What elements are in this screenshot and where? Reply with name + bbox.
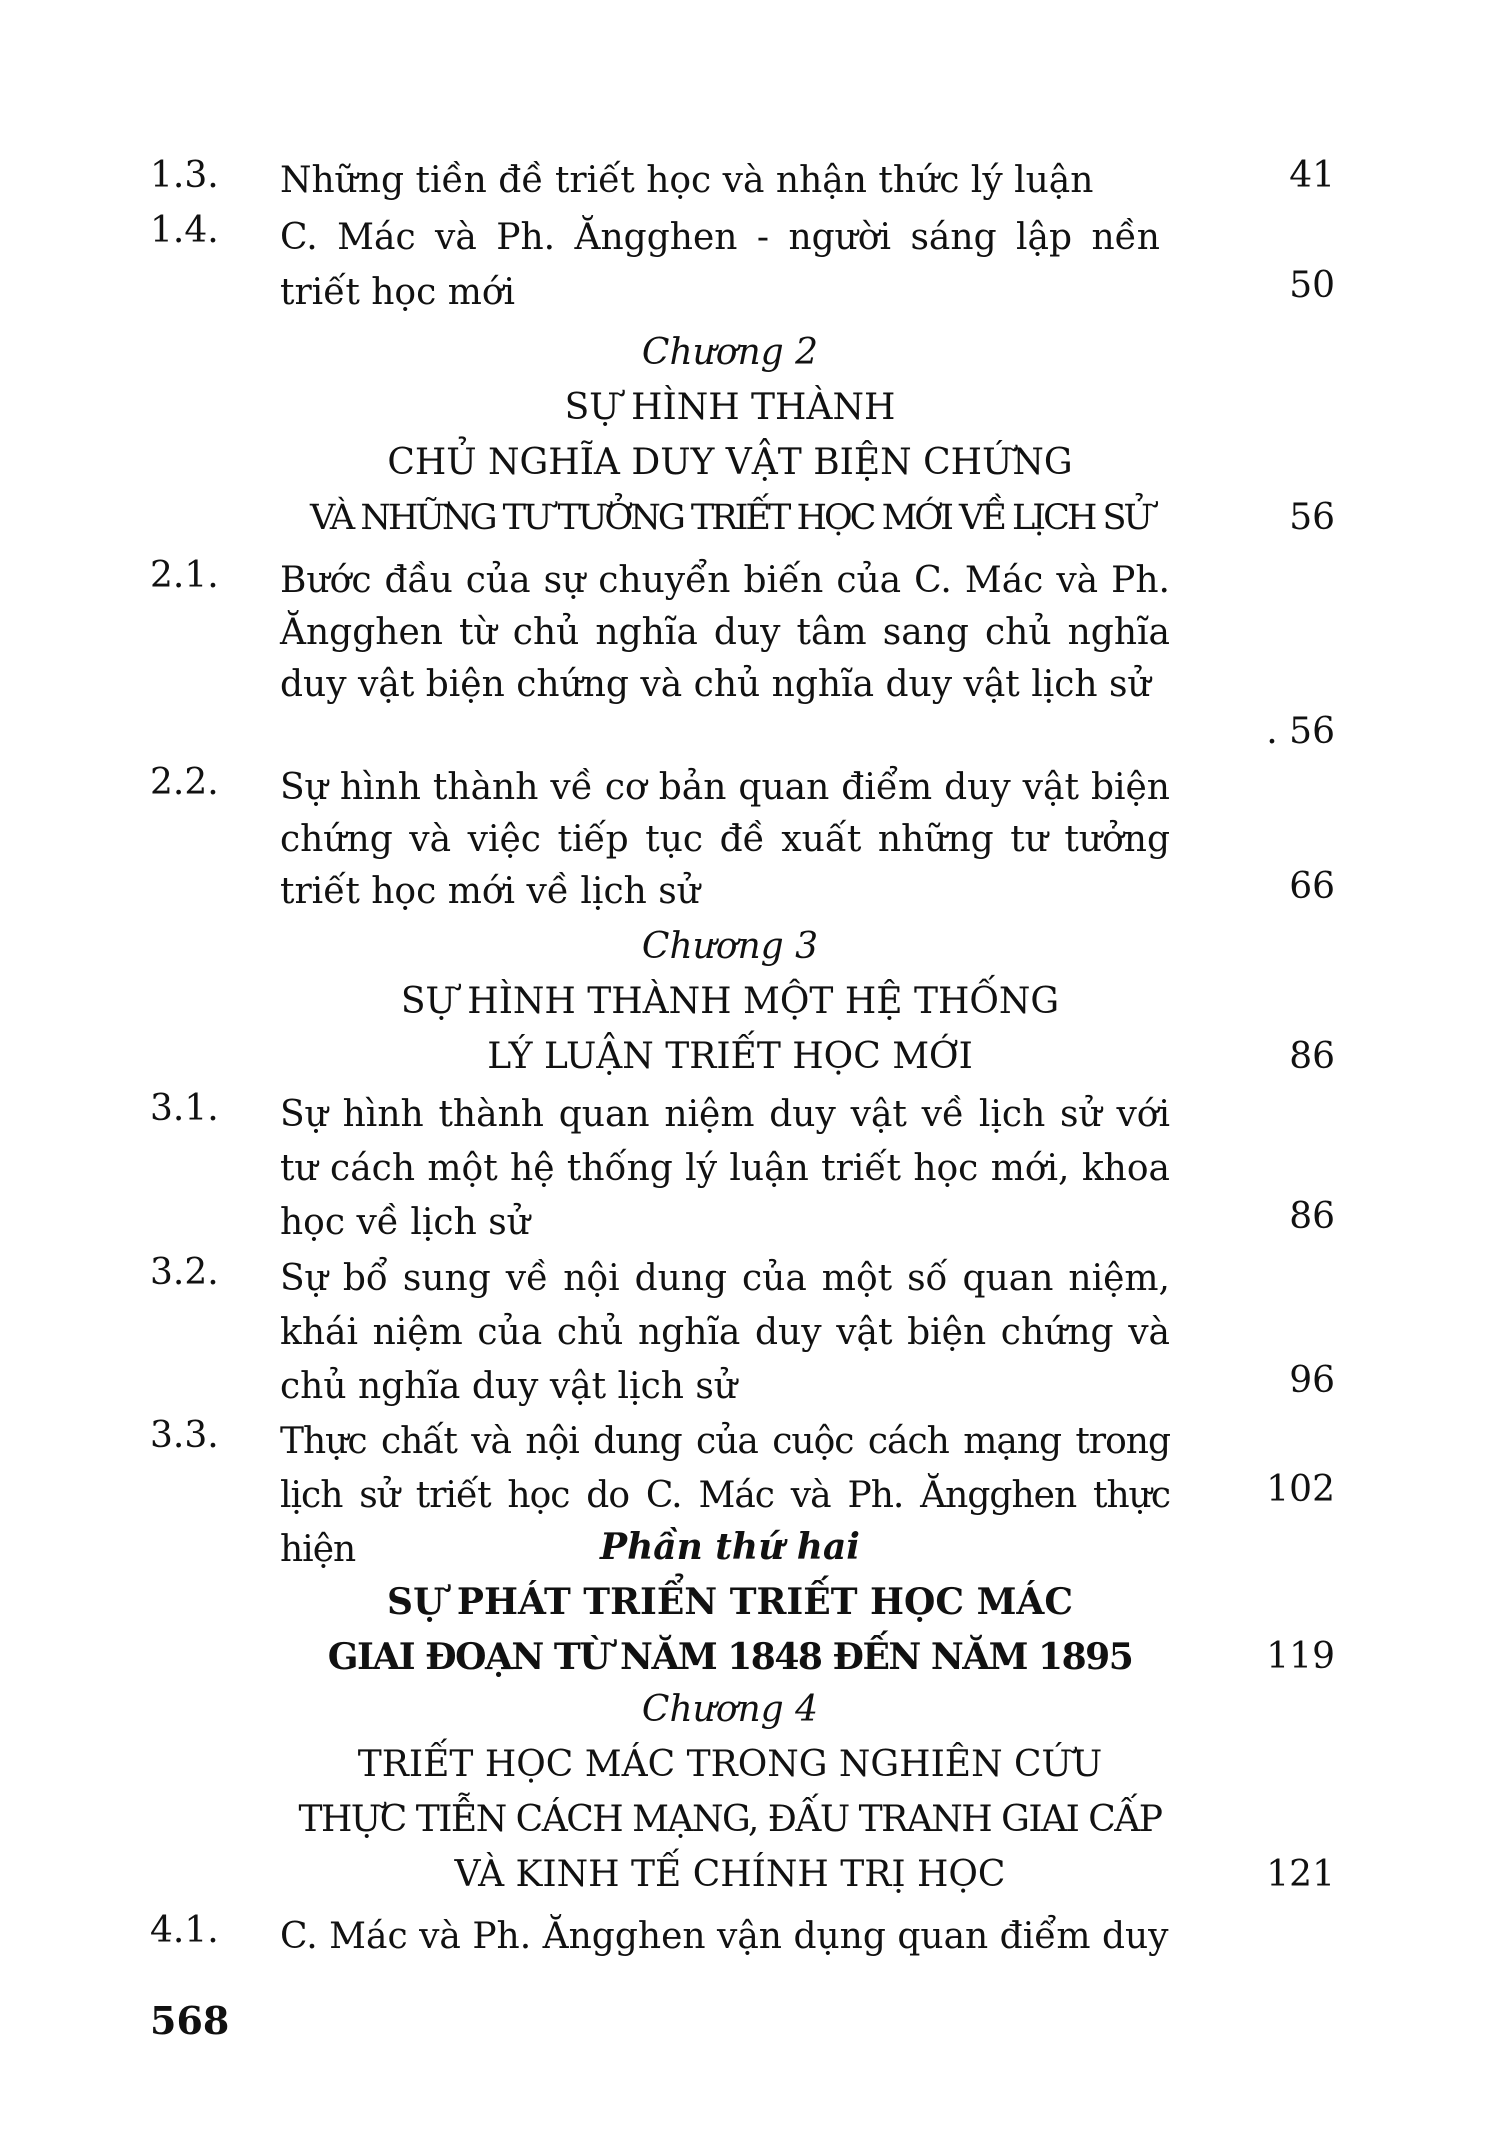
- entry-title: Sự hình thành về cơ bản quan điểm duy vật biện chứng và việc tiếp tục đề xuất những tư tưởng triết học mới về lịch sử: [280, 767, 1170, 912]
- entry-title: Thực chất và nội dung của cuộc cách mạng trong lịch sử triết học do C. Mác và Ph. Ăngghen thực hiện: [280, 1421, 1170, 1570]
- chapter-2-label: Chương 2: [641, 332, 819, 373]
- entry-number: 3.1.: [150, 1088, 219, 1129]
- chapter-3-page: 86: [1289, 1036, 1335, 1077]
- entry-number: 1.4.: [150, 210, 219, 251]
- entry-page: 96: [1289, 1360, 1335, 1401]
- entry-title: C. Mác và Ph. Ăngghen - người sáng lập nền triết học mới: [280, 217, 1160, 313]
- entry-title: Sự hình thành quan niệm duy vật về lịch sử với tư cách một hệ thống lý luận triết học mới, khoa học về lịch sử: [280, 1094, 1170, 1243]
- entry-title: Những tiền đề triết học và nhận thức lý luận: [280, 160, 1094, 201]
- part-two-page: 119: [1266, 1636, 1335, 1677]
- entry-title: Bước đầu của sự chuyển biến của C. Mác và Ph. Ăngghen từ chủ nghĩa duy tâm sang chủ nghĩa duy vật biện chứng và chủ nghĩa duy vật lịch sử: [280, 560, 1170, 705]
- chapter-2-title-line-1: SỰ HÌNH THÀNH: [564, 387, 896, 428]
- chapter-4-title-line-3: VÀ KINH TẾ CHÍNH TRỊ HỌC: [454, 1854, 1006, 1895]
- chapter-4-page: 121: [1266, 1854, 1335, 1895]
- entry-page: 41: [1289, 155, 1335, 196]
- entry-page: 86: [1289, 1196, 1335, 1237]
- part-two-title-line-2: GIAI ĐOẠN TỪ NĂM 1848 ĐẾN NĂM 1895: [327, 1636, 1133, 1678]
- part-two-title-line-1: SỰ PHÁT TRIỂN TRIẾT HỌC MÁC: [386, 1581, 1074, 1623]
- entry-number: 3.3.: [150, 1415, 219, 1456]
- entry-number: 2.1.: [150, 555, 219, 596]
- entry-number: 4.1.: [150, 1910, 219, 1951]
- chapter-3-title-line-1: SỰ HÌNH THÀNH MỘT HỆ THỐNG: [400, 981, 1060, 1022]
- entry-title: C. Mác và Ph. Ăngghen vận dụng quan điểm duy: [280, 1916, 1169, 1957]
- entry-number: 2.2.: [150, 762, 219, 803]
- entry-title: Sự bổ sung về nội dung của một số quan niệm, khái niệm của chủ nghĩa duy vật biện chứng và chủ nghĩa duy vật lịch sử: [280, 1258, 1170, 1407]
- entry-page: 66: [1289, 866, 1335, 907]
- page-number: 568: [150, 1998, 230, 2043]
- entry-number: 1.3.: [150, 155, 219, 196]
- chapter-4-title-line-1: TRIẾT HỌC MÁC TRONG NGHIÊN CỨU: [357, 1744, 1103, 1785]
- entry-number: 3.2.: [150, 1252, 219, 1293]
- entry-page: 102: [1266, 1469, 1335, 1510]
- chapter-3-label: Chương 3: [641, 926, 819, 967]
- chapter-2-title-line-3: VÀ NHỮNG TƯ TƯỞNG TRIẾT HỌC MỚI VỀ LỊCH SỬ: [310, 498, 1150, 538]
- part-two-label: Phần thứ hai: [600, 1526, 860, 1568]
- chapter-4-title-line-2: THỰC TIỄN CÁCH MẠNG, ĐẤU TRANH GIAI CẤP: [298, 1799, 1162, 1840]
- entry-page: 50: [1289, 265, 1335, 306]
- chapter-2-title-line-2: CHỦ NGHĨA DUY VẬT BIỆN CHỨNG: [387, 442, 1073, 483]
- chapter-4-label: Chương 4: [641, 1689, 819, 1730]
- chapter-2-page: 56: [1289, 497, 1335, 538]
- entry-page: . 56: [1266, 711, 1335, 752]
- chapter-3-title-line-2: LÝ LUẬN TRIẾT HỌC MỚI: [487, 1036, 973, 1077]
